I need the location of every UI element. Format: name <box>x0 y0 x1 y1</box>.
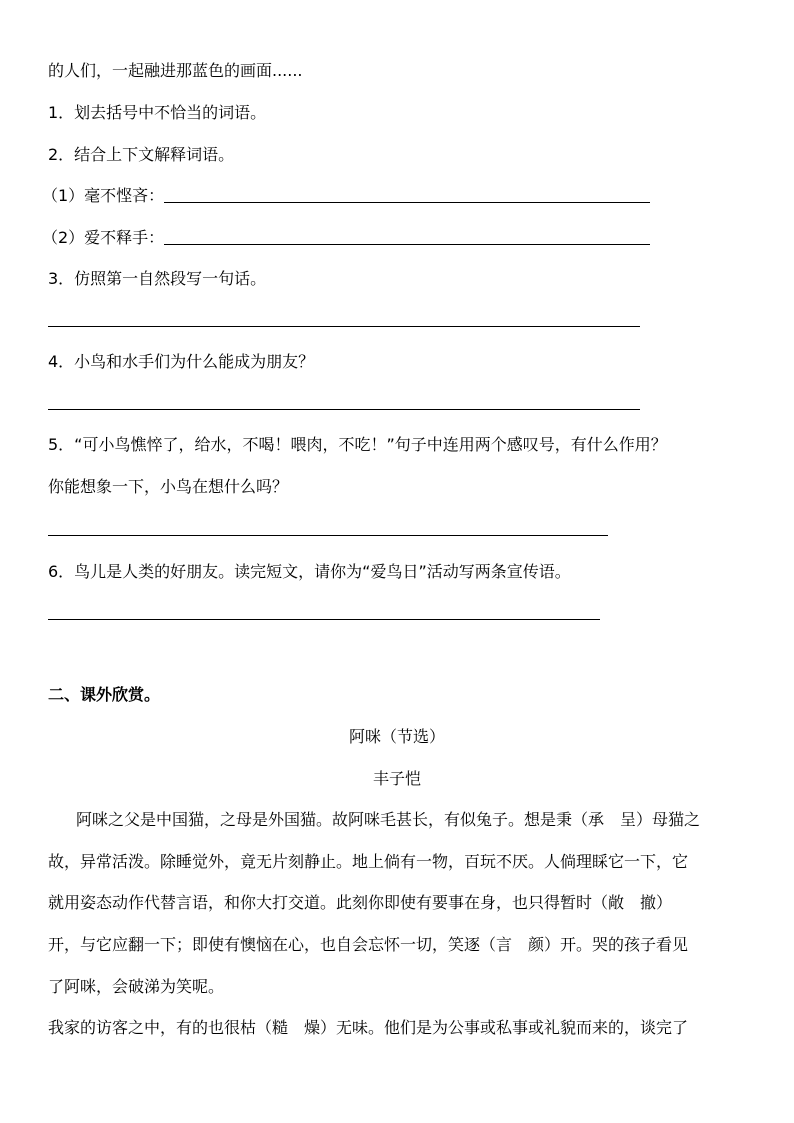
section-2-heading: 二、课外欣赏。 <box>48 685 161 704</box>
passage-line-1: 阿咪之父是中国猫，之母是外国猫。故阿咪毛甚长，有似兔子。想是秉（承 呈）母猫之 <box>76 810 701 829</box>
question-2-1-label: （1）毫不悭吝： <box>42 186 165 205</box>
answer-line-3[interactable] <box>48 326 640 327</box>
answer-line-5[interactable] <box>48 535 608 536</box>
answer-line-6[interactable] <box>48 619 600 620</box>
question-1: 1．划去括号中不恰当的词语。 <box>48 103 267 122</box>
question-5-line-2: 你能想象一下，小鸟在想什么吗？ <box>48 477 289 496</box>
answer-blank-2-1[interactable] <box>164 202 650 203</box>
question-4: 4．小鸟和水手们为什么能成为朋友？ <box>48 352 315 371</box>
intro-line: 的人们，一起融进那蓝色的画面...... <box>48 61 303 80</box>
question-6: 6．鸟儿是人类的好朋友。读完短文，请你为“爱鸟日”活动写两条宣传语。 <box>48 562 571 581</box>
question-3: 3．仿照第一自然段写一句话。 <box>48 269 267 288</box>
passage-line-4: 开，与它应翻一下；即使有懊恼在心，也自会忘怀一切，笑逐（言 颜）开。哭的孩子看见 <box>48 935 689 954</box>
question-2-2-label: （2）爱不释手： <box>42 228 165 247</box>
answer-blank-2-2[interactable] <box>164 244 650 245</box>
question-2: 2．结合上下文解释词语。 <box>48 145 235 164</box>
question-2-2 <box>42 227 650 249</box>
passage-title: 阿咪（节选） <box>348 727 445 746</box>
passage-line-6: 我家的访客之中，有的也很枯（糙 燥）无味。他们是为公事或私事或礼貌而来的，谈完了 <box>48 1018 689 1037</box>
passage-line-5: 了阿咪，会破涕为笑呢。 <box>48 977 225 996</box>
question-5-line-1: 5．“可小鸟憔悴了，给水，不喝！喂肉，不吃！”句子中连用两个感叹号，有什么作用？ <box>48 435 667 454</box>
answer-line-4[interactable] <box>48 409 640 410</box>
passage-author: 丰子恺 <box>372 769 421 788</box>
passage-line-2: 故，异常活泼。除睡觉外，竟无片刻静止。地上倘有一物，百玩不厌。人倘理睬它一下，它 <box>48 852 689 871</box>
passage-line-3: 就用姿态动作代替言语，和你大打交道。此刻你即使有要事在身，也只得暂时（敞 撤） <box>48 893 673 912</box>
question-2-1 <box>42 185 650 207</box>
